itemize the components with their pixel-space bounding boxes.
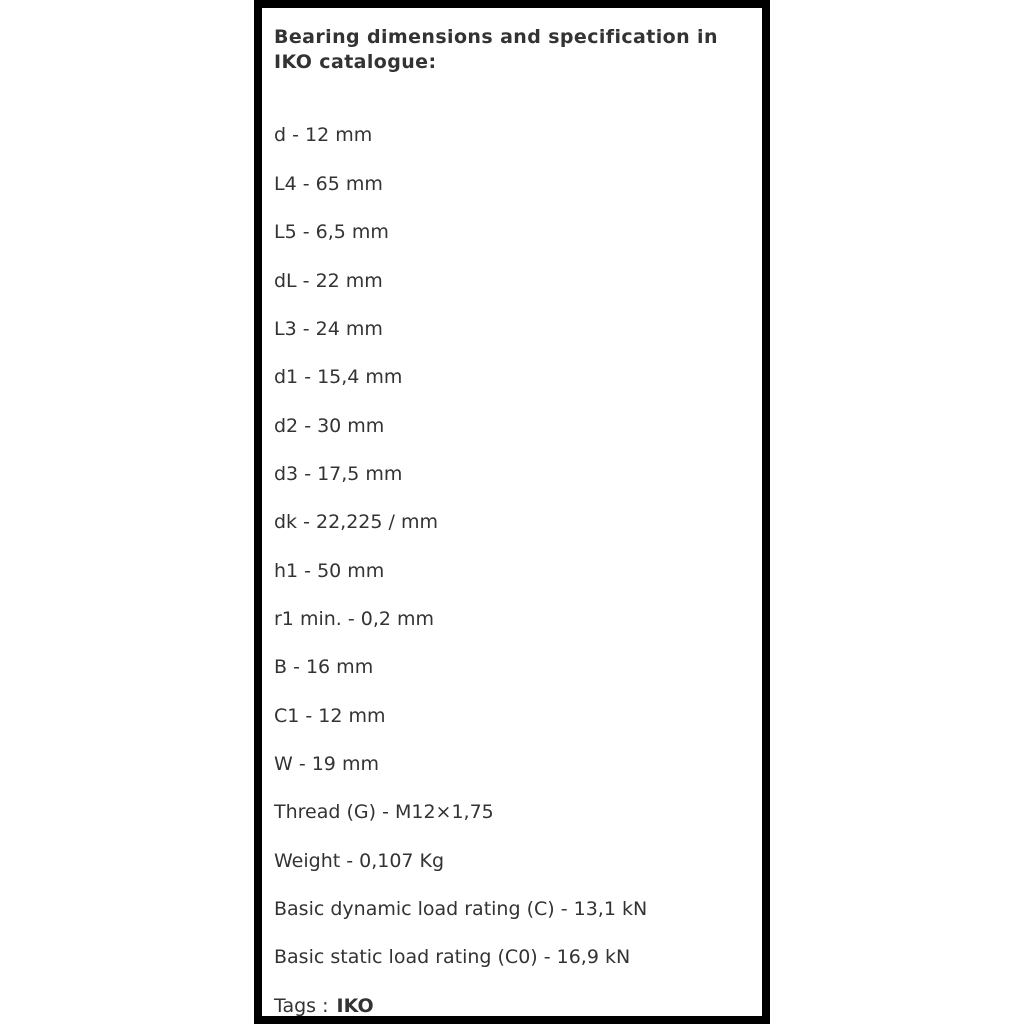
spec-item-dl: dL - 22 mm [274,270,383,292]
spec-item-l5: L5 - 6,5 mm [274,221,389,243]
spec-item-d: d - 12 mm [274,124,373,146]
spec-item-l3: L3 - 24 mm [274,318,383,340]
spec-item-weight: Weight - 0,107 Kg [274,850,445,872]
spec-item-d2: d2 - 30 mm [274,415,385,437]
spec-item-d3: d3 - 17,5 mm [274,463,403,485]
spec-item-l4: L4 - 65 mm [274,173,383,195]
tags-row [274,994,374,1018]
spec-item-h1: h1 - 50 mm [274,560,385,582]
spec-item-dynamic-load: Basic dynamic load rating (C) - 13,1 kN [274,898,648,920]
spec-item-d1: d1 - 15,4 mm [274,366,403,388]
spec-item-c1: C1 - 12 mm [274,705,386,727]
tag-link-iko[interactable]: IKO [336,995,374,1017]
spec-item-r1: r1 min. - 0,2 mm [274,608,435,630]
spec-item-b: B - 16 mm [274,656,374,678]
page-title: Bearing dimensions and specification in IKO catalogue: [274,26,718,73]
spec-item-w: W - 19 mm [274,753,379,775]
spec-item-static-load: Basic static load rating (C0) - 16,9 kN [274,946,631,968]
spec-item-dk: dk - 22,225 / mm [274,511,438,533]
spec-panel [254,0,770,1024]
tags-label: Tags : [274,995,329,1017]
spec-item-thread: Thread (G) - M12×1,75 [274,801,494,823]
